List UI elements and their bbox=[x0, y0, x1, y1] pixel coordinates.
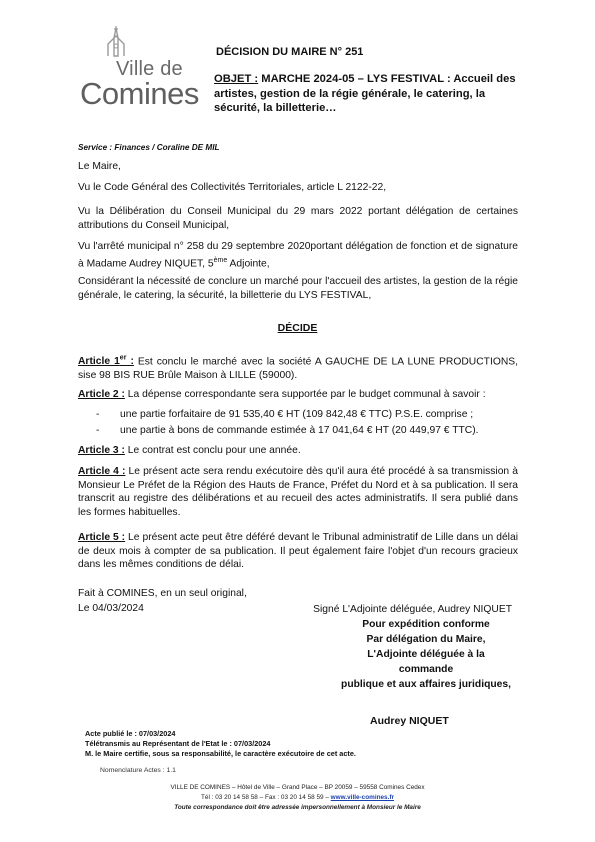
decision-title: DÉCISION DU MAIRE N° 251 bbox=[216, 46, 364, 58]
considerant: Considérant la nécessité de conclure un marché pour l'accueil des artistes, la gestion de la régie générale, le catering, la sécurité, la billetterie du LYS FESTIVAL, bbox=[78, 276, 518, 301]
signed-by: Signé L'Adjointe déléguée, Audrey NIQUET bbox=[313, 604, 512, 615]
article-2 bbox=[78, 388, 518, 438]
footer-contact bbox=[0, 793, 595, 803]
logo-text-ville-de: Ville de bbox=[116, 58, 183, 80]
city-logo bbox=[80, 24, 198, 112]
adjointe-affaires: publique et aux affaires juridiques, bbox=[341, 679, 511, 690]
article-4-text: Le présent acte sera rendu exécutoire dès qu'il aura été procédé à sa transmission à Monsieur Le Préfet de la Région des Hauts de France, Préfet du Nord et à sa publication. Il sera transcrit au registre des délibérations et au recueil des actes administratifs. Il sera publié dans les formes habituelles. bbox=[78, 466, 518, 518]
decide-heading: DÉCIDE bbox=[277, 322, 318, 334]
article-5-label: Article 5 : bbox=[78, 532, 126, 543]
article-1 bbox=[78, 352, 518, 383]
article-4 bbox=[78, 465, 518, 519]
publication-meta bbox=[85, 729, 356, 758]
article-5-text: Le présent acte peut être déféré devant le Tribunal administratif de Lille dans un délai de deux mois à compter de sa publication. Il peut également faire l'objet d'un recours gracieux dans les mêmes conditions de délai. bbox=[78, 532, 518, 571]
list-item: - une partie à bons de commande estimée à 17 041,64 € HT (20 449,97 € TTC). bbox=[96, 424, 518, 438]
le-maire: Le Maire, bbox=[78, 161, 121, 172]
signatory-name: Audrey NIQUET bbox=[370, 715, 449, 727]
visa-arrete-end: Adjointe, bbox=[227, 258, 270, 270]
article-2-text: La dépense correspondante sera supportée par le budget communal à savoir : bbox=[124, 389, 486, 400]
article-3-text: Le contrat est conclu pour une année. bbox=[124, 445, 301, 456]
article-2-label: Article 2 : bbox=[78, 389, 125, 400]
article-3-label: Article 3 : bbox=[78, 445, 125, 456]
article-2-list bbox=[96, 408, 518, 438]
article-5 bbox=[78, 531, 518, 572]
article-3 bbox=[78, 444, 518, 458]
object-text: MARCHE 2024-05 – LYS FESTIVAL : Accueil des artistes, gestion de la régie générale, le catering, la sécurité, la billetterie… bbox=[214, 73, 516, 115]
visa-arrete-sup: ème bbox=[213, 256, 228, 264]
visa-cgct: Vu le Code Général des Collectivités Territoriales, article L 2122-22, bbox=[78, 182, 387, 193]
publie-date: Acte publié le : 07/03/2024 bbox=[85, 729, 176, 738]
delegation-maire: Par délégation du Maire, bbox=[366, 634, 486, 645]
footer-phone: Tél : 03 20 14 58 58 – Fax : 03 20 14 58 59 – bbox=[200, 793, 331, 801]
article-1-label: Article 1er : bbox=[78, 355, 134, 368]
signature-block bbox=[300, 602, 512, 692]
object-label: OBJET : bbox=[214, 73, 259, 85]
nomenclature: Nomenclature Actes : 1.1 bbox=[100, 767, 176, 774]
fait-a: Fait à COMINES, en un seul original, bbox=[78, 588, 247, 599]
visa-arrete bbox=[78, 240, 518, 271]
logo-text-comines: Comines bbox=[80, 76, 199, 111]
decision-object bbox=[214, 72, 524, 116]
article-4-label: Article 4 : bbox=[78, 466, 126, 477]
certification: M. le Maire certifie, sous sa responsabilité, le caractère exécutoire de cet acte. bbox=[85, 748, 356, 758]
adjointe-commande: L'Adjointe déléguée à la commande bbox=[367, 649, 485, 675]
website-link[interactable]: www.ville-comines.fr bbox=[330, 793, 395, 801]
footer-address: VILLE DE COMINES – Hôtel de Ville – Grand Place – BP 20059 – 59558 Comines Cedex bbox=[170, 784, 425, 791]
expedition-conforme: Pour expédition conforme bbox=[362, 619, 490, 630]
list-item: - une partie forfaitaire de 91 535,40 € HT (109 842,48 € TTC) P.S.E. comprise ; bbox=[96, 408, 518, 422]
date-signature: Le 04/03/2024 bbox=[78, 603, 144, 614]
service-line: Service : Finances / Coraline DE MIL bbox=[78, 143, 220, 152]
article-1-text: Est conclu le marché avec la société A GAUCHE DE LA LUNE PRODUCTIONS, sise 98 BIS RUE Brûle Maison à LILLE (59000). bbox=[78, 356, 518, 382]
visa-deliberation: Vu la Délibération du Conseil Municipal du 29 mars 2022 portant délégation de certaines attributions du Conseil Municipal, bbox=[78, 206, 518, 231]
teletransmis-date: Télétransmis au Représentant de l'Etat le : 07/03/2024 bbox=[85, 738, 271, 748]
footer-notice: Toute correspondance doit être adressée impersonnellement à Monsieur le Maire bbox=[174, 803, 421, 811]
visa-arrete-text: Vu l'arrêté municipal n° 258 du 29 septembre 2020portant délégation de fonction et de signature à Madame Audrey NIQUET, 5 bbox=[78, 241, 518, 270]
page-footer bbox=[0, 783, 595, 812]
